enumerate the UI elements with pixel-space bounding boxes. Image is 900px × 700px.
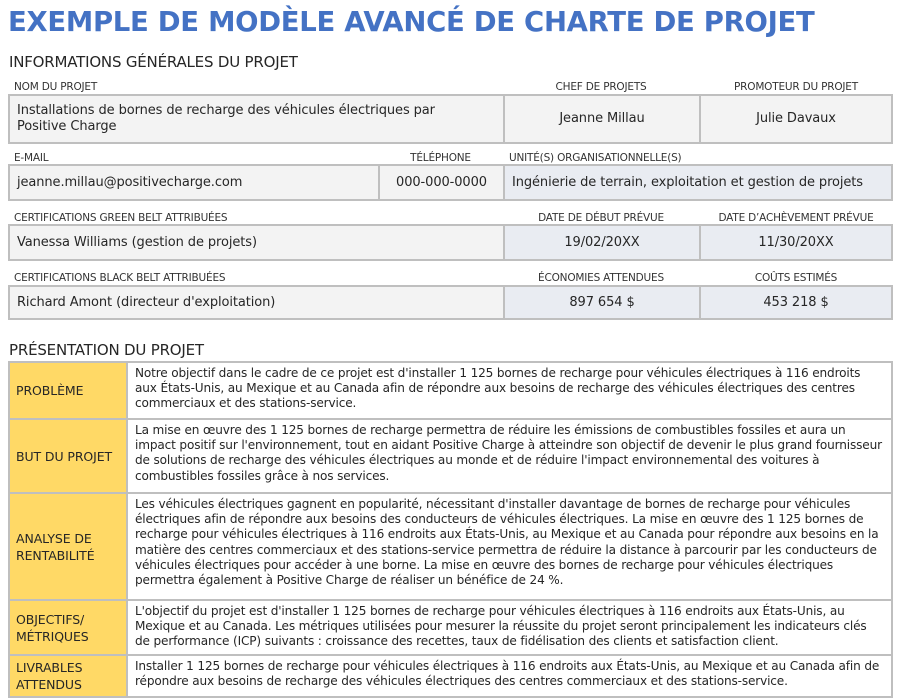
phone-field[interactable]: 000-000-0000 <box>378 164 505 201</box>
general-info-heading: INFORMATIONS GÉNÉRALES DU PROJET <box>9 53 298 71</box>
start-date-field[interactable]: 19/02/20XX <box>503 224 701 261</box>
black-belt-label: CERTIFICATIONS BLACK BELT ATTRIBUÉES <box>14 272 226 284</box>
phone-label: TÉLÉPHONE <box>410 152 471 164</box>
project-manager-label: CHEF DE PROJETS <box>555 81 647 93</box>
overview-row-business-case <box>10 492 891 599</box>
overview-label: BUT DU PROJET <box>10 420 128 492</box>
overview-text[interactable]: Installer 1 125 bornes de recharge pour véhicules électriques à 116 endroits aux États-Unis, au Mexique et au Canada afin de répondre aux besoins de recharge des véhicules électriques des centres commerciaux et des stations-service. <box>128 656 891 696</box>
overview-row-objectives <box>10 599 891 654</box>
start-date-label: DATE DE DÉBUT PRÉVUE <box>538 212 664 224</box>
overview-label: ANALYSE DE RENTABILITÉ <box>10 494 128 599</box>
project-sponsor-field[interactable]: Julie Davaux <box>699 94 893 144</box>
green-belt-field[interactable]: Vanessa Williams (gestion de projets) <box>8 224 505 261</box>
email-field[interactable]: jeanne.millau@positivecharge.com <box>8 164 380 201</box>
org-units-label: UNITÉ(S) ORGANISATIONNELLE(S) <box>509 152 682 164</box>
page-title: EXEMPLE DE MODÈLE AVANCÉ DE CHARTE DE PROJET <box>8 6 815 38</box>
overview-text[interactable]: La mise en œuvre des 1 125 bornes de recharge permettra de réduire les émissions de combustibles fossiles et aura un impact positif sur l'environnement, tout en aidant Positive Charge à atteindre son objectif de devenir le plus grand fournisseur de solutions de recharge des véhicules électriques au monde et de réduire l'impact environnemental des voitures à combustibles fossiles grâce à nos services. <box>128 420 891 492</box>
project-name-label: NOM DU PROJET <box>14 81 98 93</box>
overview-text[interactable]: Les véhicules électriques gagnent en popularité, nécessitant d'installer davantage de bornes de recharge pour véhicules électriques afin de répondre aux besoins des conducteurs de véhicules électriques. La mise en œuvre des 1 125 bornes de recharge pour véhicules électriques à 116 endroits aux États-Unis, au Mexique et au Canada pour répondre aux besoins en la matière des centres commerciaux et des stations-service permettra de réduire la distance à parcourir par les conducteurs de véhicules électriques pour accéder à une borne. La mise en œuvre des bornes de recharge pour véhicules électriques permettra également à Positive Charge de réaliser un bénéfice de 24 %. <box>128 494 891 599</box>
estimated-costs-label: COÛTS ESTIMÉS <box>754 272 838 284</box>
green-belt-label: CERTIFICATIONS GREEN BELT ATTRIBUÉES <box>14 212 228 224</box>
expected-savings-field[interactable]: 897 654 $ <box>503 285 701 320</box>
overview-text[interactable]: Notre objectif dans le cadre de ce projet est d'installer 1 125 bornes de recharge pour véhicules électriques à 116 endroits aux États-Unis, au Mexique et au Canada afin de répondre aux besoins de recharge des véhicules électriques des centres commerciaux et des stations-service. <box>128 363 891 418</box>
overview-label: OBJECTIFS/ MÉTRIQUES <box>10 601 128 654</box>
org-units-field[interactable]: Ingénierie de terrain, exploitation et gestion de projets <box>503 164 893 201</box>
overview-heading: PRÉSENTATION DU PROJET <box>9 341 204 359</box>
overview-table <box>8 361 893 698</box>
overview-row-deliverables <box>10 654 891 696</box>
end-date-label: DATE D’ACHÈVEMENT PRÉVUE <box>718 212 874 224</box>
expected-savings-label: ÉCONOMIES ATTENDUES <box>538 272 664 284</box>
overview-text[interactable]: L'objectif du projet est d'installer 1 125 bornes de recharge pour véhicules électriques à 116 endroits aux États-Unis, au Mexique et au Canada. Les métriques utilisées pour mesurer la réussite du projet seront principalement les indicateurs clés de performance (ICP) suivants : croissance des recettes, taux de fidélisation des clients et satisfaction client. <box>128 601 891 654</box>
overview-label: LIVRABLES ATTENDUS <box>10 656 128 696</box>
overview-row-goal <box>10 418 891 492</box>
project-manager-field[interactable]: Jeanne Millau <box>503 94 701 144</box>
project-sponsor-label: PROMOTEUR DU PROJET <box>734 81 858 93</box>
overview-row-problem <box>10 363 891 418</box>
project-name-field[interactable]: Installations de bornes de recharge des véhicules électriques par Positive Charge <box>8 94 505 144</box>
email-label: E-MAIL <box>14 152 49 164</box>
overview-label: PROBLÈME <box>10 363 128 418</box>
estimated-costs-field[interactable]: 453 218 $ <box>699 285 893 320</box>
end-date-field[interactable]: 11/30/20XX <box>699 224 893 261</box>
black-belt-field[interactable]: Richard Amont (directeur d'exploitation) <box>8 285 505 320</box>
